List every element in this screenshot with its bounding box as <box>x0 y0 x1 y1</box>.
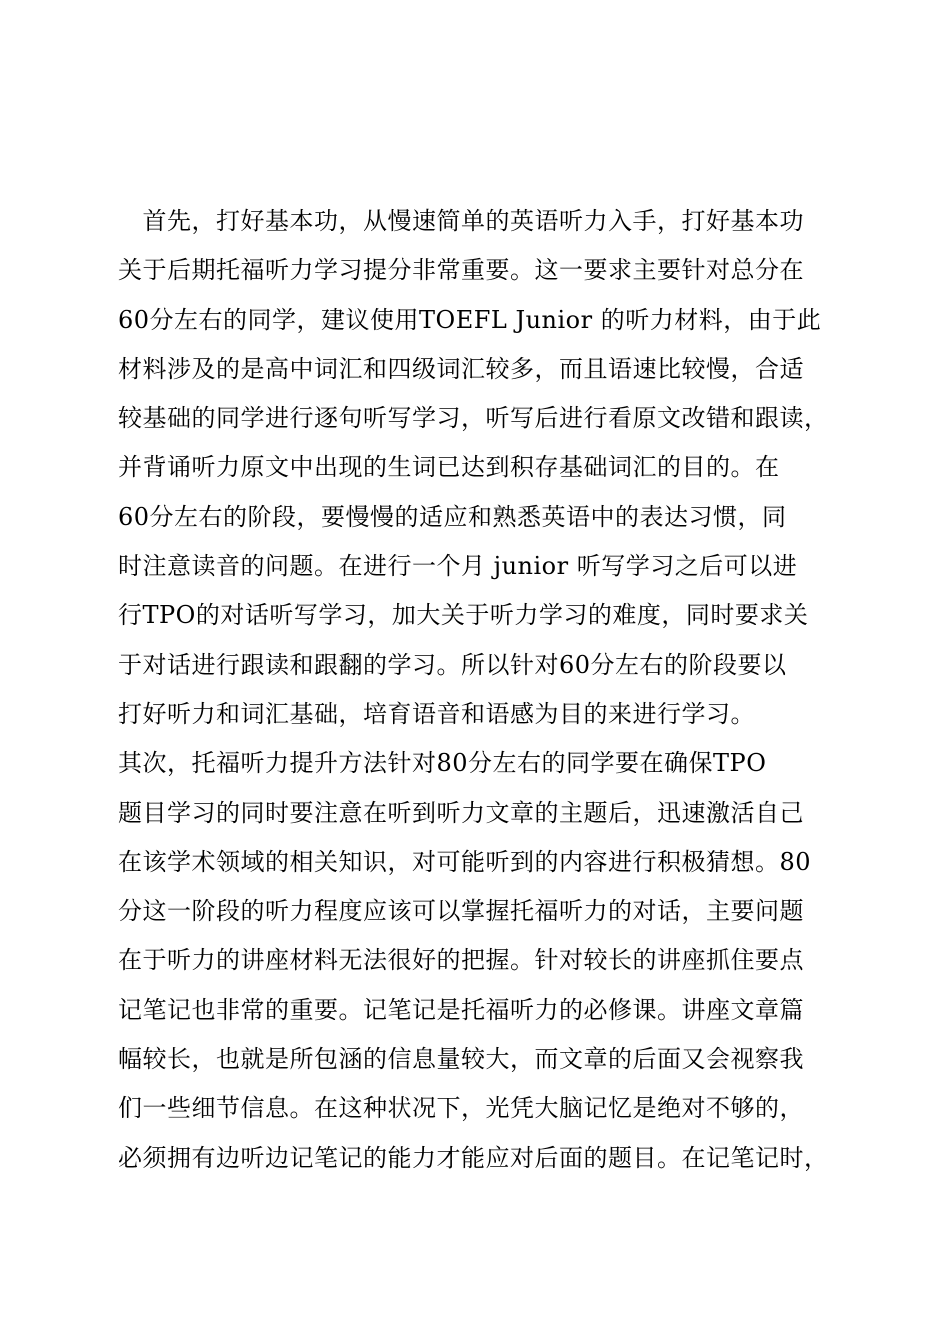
text-line-1: 首先，打好基本功，从慢速简单的英语听力入手，打好基本功 <box>118 207 804 235</box>
text-line-12: 其次，托福听力提升方法针对80分左右的同学要在确保TPO <box>118 749 767 778</box>
text-line-17: 记笔记也非常的重要。记笔记是托福听力的必修课。讲座文章篇 <box>118 995 804 1024</box>
text-line-15: 分这一阶段的听力程度应该可以掌握托福听力的对话，主要问题 <box>118 897 804 926</box>
text-line-6: 并背诵听力原文中出现的生词已达到积存基础词汇的目的。在 <box>118 453 780 482</box>
text-line-9: 行TPO的对话听写学习，加大关于听力学习的难度，同时要求关 <box>118 601 809 630</box>
text-line-2: 关于后期托福听力学习提分非常重要。这一要求主要针对总分在 <box>118 256 804 285</box>
text-line-20: 必须拥有边听边记笔记的能力才能应对后面的题目。在记笔记时， <box>118 1143 829 1172</box>
text-line-11: 打好听力和词汇基础，培育语音和语感为目的来进行学习。 <box>118 699 755 728</box>
text-line-5: 较基础的同学进行逐句听写学习，听写后进行看原文改错和跟读， <box>118 404 829 433</box>
text-line-14: 在该学术领域的相关知识，对可能听到的内容进行积极猜想。80 <box>118 847 812 876</box>
body-text <box>118 197 848 1183</box>
text-line-19: 们一些细节信息。在这种状况下，光凭大脑记忆是绝对不够的， <box>118 1094 804 1123</box>
text-line-10: 于对话进行跟读和跟翻的学习。所以针对60分左右的阶段要以 <box>118 650 787 679</box>
text-line-7: 60分左右的阶段，要慢慢的适应和熟悉英语中的表达习惯，同 <box>118 502 787 531</box>
text-line-8: 时注意读音的问题。在进行一个月 junior 听写学习之后可以进 <box>118 552 798 581</box>
text-line-16: 在于听力的讲座材料无法很好的把握。针对较长的讲座抓住要点 <box>118 946 804 975</box>
text-line-3: 60分左右的同学，建议使用TOEFL Junior 的听力材料，由于此 <box>118 305 822 334</box>
text-line-13: 题目学习的同时要注意在听到听力文章的主题后，迅速激活自己 <box>118 798 804 827</box>
text-line-18: 幅较长，也就是所包涵的信息量较大，而文章的后面又会视察我 <box>118 1045 804 1074</box>
text-line-4: 材料涉及的是高中词汇和四级词汇较多，而且语速比较慢，合适 <box>118 354 804 383</box>
